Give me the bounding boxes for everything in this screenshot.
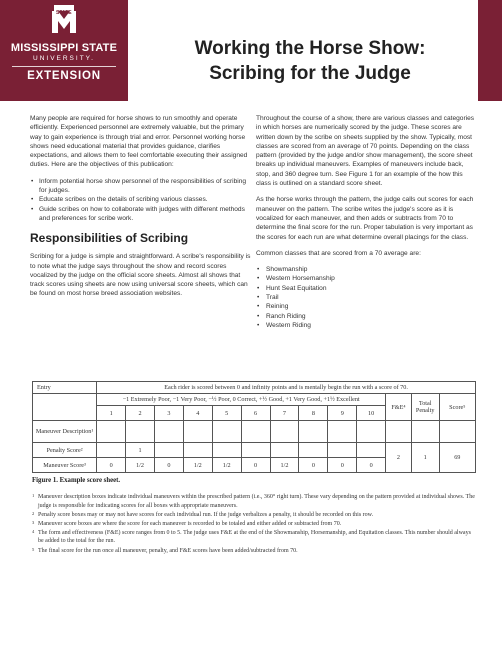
fe-header: F&E⁴ xyxy=(386,394,412,421)
class-item: • Reining xyxy=(256,302,476,311)
score-sheet-table xyxy=(32,381,476,473)
footnote-number: 3 xyxy=(32,519,35,525)
empty-cell xyxy=(33,394,97,421)
maneuver-score-cell: 0 xyxy=(299,458,328,473)
column-number: 1 xyxy=(97,406,126,421)
footnote-number: 1 xyxy=(32,493,35,498)
footnote-text: Penalty score boxes may or may not have scores for each individual run. If the judge verbalizes a penalty, it should be recorded on this row. xyxy=(38,511,374,518)
table-row xyxy=(33,421,476,443)
table-cell xyxy=(212,421,241,443)
maneuver-score-cell: 1/2 xyxy=(270,458,299,473)
table-cell xyxy=(97,421,126,443)
maneuver-score-cell: 0 xyxy=(97,458,126,473)
class-item: • Trail xyxy=(256,293,476,302)
table-cell xyxy=(126,421,155,443)
table-cell xyxy=(241,421,270,443)
penalty-cell xyxy=(212,443,241,458)
table-cell xyxy=(299,421,328,443)
section-heading: Responsibilities of Scribing xyxy=(30,231,189,246)
penalty-cell xyxy=(97,443,126,458)
penalty-cell xyxy=(241,443,270,458)
fe-value: 2 xyxy=(386,443,412,473)
class-item: • Showmanship xyxy=(256,265,476,274)
table-cell xyxy=(411,421,439,443)
maneuver-score-cell: 1/2 xyxy=(126,458,155,473)
footnote xyxy=(32,547,476,556)
penalty-score-label: Penalty Score² xyxy=(33,443,97,458)
footnote xyxy=(32,493,476,510)
scoring-paragraph: As the horse works through the pattern, the judge calls out scores for each maneuver on the pattern. The scribe writes the judge's score as it is vocalized for each maneuver, and then adds or subtracts from 70 to determine the final score for the run. Proper tabulation is very important as the scores for each run are what determine overall placings for the class. xyxy=(256,196,474,241)
class-item: • Western Riding xyxy=(256,321,476,330)
table-cell xyxy=(328,421,357,443)
classes-list xyxy=(256,265,476,330)
penalty-cell xyxy=(328,443,357,458)
maneuver-score-cell: 0 xyxy=(241,458,270,473)
penalty-cell xyxy=(299,443,328,458)
intro-paragraph: Many people are required for horse shows to run smoothly and operate efficiently. Experienced personnel are extremely valuable, but the primary way to gain experience is through trial and error. Personnel working horse shows need educational material that provides guidance, clarifies expectations, and allows them to feel comfortable executing their assigned duties. Here are the objectives of this publication: xyxy=(30,115,248,169)
table-cell xyxy=(154,421,183,443)
page-title xyxy=(150,36,470,86)
column-number: 4 xyxy=(183,406,212,421)
instruction-text: Each rider is scored between 0 and infinity points and is mentally begin the run with a score of 70. xyxy=(97,382,476,394)
maneuver-score-cell: 0 xyxy=(357,458,386,473)
table-row xyxy=(33,443,476,458)
column-number: 7 xyxy=(270,406,299,421)
score-header: Score⁵ xyxy=(439,394,475,421)
table-cell xyxy=(439,421,475,443)
maneuver-score-cell: 0 xyxy=(154,458,183,473)
title-line-1: Working the Horse Show: xyxy=(194,38,426,59)
logo-university-label: UNIVERSITY. xyxy=(33,55,95,62)
logo-university-name: MISSISSIPPI STATE xyxy=(10,42,118,54)
penalty-cell: 1 xyxy=(126,443,155,458)
msu-extension-logo xyxy=(0,0,128,101)
entry-label: Entry xyxy=(33,382,97,394)
footnote xyxy=(32,529,476,546)
column-number: 2 xyxy=(126,406,155,421)
footnote xyxy=(32,520,476,529)
total-penalty-value: 1 xyxy=(411,443,439,473)
column-number: 9 xyxy=(328,406,357,421)
table-row xyxy=(33,394,476,406)
table-row xyxy=(33,382,476,394)
figure-caption: Figure 1. Example score sheet. xyxy=(32,477,121,484)
footnote xyxy=(32,511,476,520)
column-number: 6 xyxy=(241,406,270,421)
header-accent-bar xyxy=(478,0,502,101)
footnote-text: Maneuver score boxes are where the score for each maneuver is recorded to be totaled and either added or subtracted from 70. xyxy=(38,520,342,527)
table-cell xyxy=(386,421,412,443)
footnote-number: 5 xyxy=(32,546,35,552)
column-number: 5 xyxy=(212,406,241,421)
logo-extension-label: EXTENSION xyxy=(27,70,101,82)
footnote-text: Maneuver description boxes indicate individual maneuvers within the prescribed pattern (i.e., 360° right turn). These vary depending on the pattern provided at individual shows. The judge is responsible for indicating scores for all boxes with appropriate maneuvers. xyxy=(38,494,475,509)
column-number: 8 xyxy=(299,406,328,421)
footnote-text: The form and effectiveness (F&E) score ranges from 0 to 5. The judge uses F&E at the end of the Showmanship, Horsemanship, and Equitation classes. This number should always be added to the total for the run. xyxy=(38,529,471,545)
title-line-2: Scribing for the Judge xyxy=(209,63,411,84)
table-cell xyxy=(270,421,299,443)
objective-item: • Guide scribes on how to collaborate with judges with different methods and preferences for scribe work. xyxy=(30,205,254,224)
logo-divider xyxy=(12,66,116,67)
penalty-cell xyxy=(357,443,386,458)
classes-paragraph: Throughout the course of a show, there are various classes and categories in which horses are numerically scored by the judge. These scores are written down by the scribe on sheets supplied by the show. Typically, most classes are scored from an average of 70 points. Depending on the class pattern (provided by the judge and/or show management), the score sheet breaks up individual maneuvers. Examples of maneuvers include back, stop, and 360 degree turn. See Figure 1 for an example of the how this class is outlined on a standard score sheet. xyxy=(256,115,475,188)
right-column xyxy=(256,114,476,338)
total-penalty-header: Total Penalty xyxy=(411,394,439,421)
penalty-cell xyxy=(270,443,299,458)
footnotes xyxy=(32,493,476,556)
column-number: 10 xyxy=(357,406,386,421)
penalty-cell xyxy=(183,443,212,458)
table-cell xyxy=(183,421,212,443)
maneuver-score-cell: 1/2 xyxy=(183,458,212,473)
common-classes-intro: Common classes that are scored from a 70 average are: xyxy=(256,249,421,257)
footnote-text: The final score for the run once all maneuver, penalty, and F&E scores have been added/subtracted from 70. xyxy=(38,547,298,554)
maneuver-score-label: Maneuver Score³ xyxy=(33,458,97,473)
objective-item: • Inform potential horse show personnel of the responsibilities of scribing for judges. xyxy=(30,177,254,196)
class-item: • Western Horsemanship xyxy=(256,274,476,283)
scale-text: −1 Extremely Poor, −1 Very Poor, −½ Poor, 0 Correct, +½ Good, +1 Very Good, +1½ Excellent xyxy=(97,394,386,406)
objective-item: • Educate scribes on the details of scribing various classes. xyxy=(30,195,254,204)
maneuver-score-cell: 1/2 xyxy=(212,458,241,473)
footnote-number: 4 xyxy=(32,528,35,534)
logo-state-text: STATE xyxy=(56,10,72,16)
class-item: • Ranch Riding xyxy=(256,312,476,321)
score-value: 69 xyxy=(439,443,475,473)
maneuver-description-label: Maneuver Description¹ xyxy=(33,421,97,443)
objectives-list xyxy=(30,177,254,223)
column-number: 3 xyxy=(154,406,183,421)
table-cell xyxy=(357,421,386,443)
class-item: • Hunt Seat Equitation xyxy=(256,284,476,293)
maneuver-score-cell: 0 xyxy=(328,458,357,473)
responsibilities-paragraph: Scribing for a judge is simple and straightforward. A scribe's responsibility is to note what the judge says throughout the show and record scores vocalized by the judge on the official score sheets. Almost all shows that track scores using sheets are now using universal score sheets, which can be found on most horse breed association websites. xyxy=(30,253,251,298)
left-column xyxy=(30,114,254,306)
penalty-cell xyxy=(154,443,183,458)
footnote-number: 2 xyxy=(32,510,35,516)
